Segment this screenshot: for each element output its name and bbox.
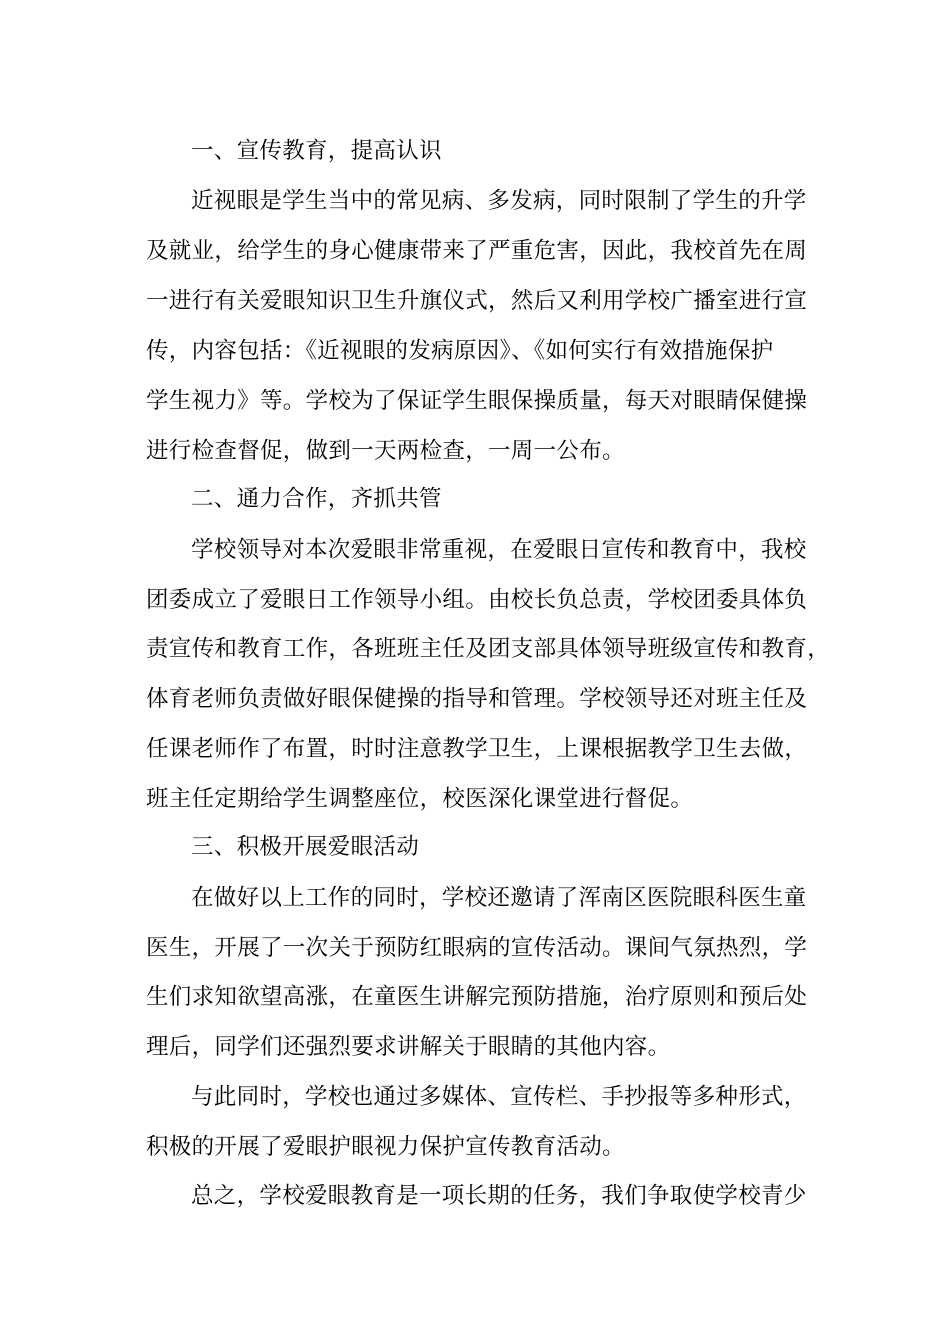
paragraph-line: 学校领导对本次爱眼非常重视，在爱眼日宣传和教育中，我校 <box>191 537 807 563</box>
paragraph-line: 生们求知欲望高涨，在童医生讲解完预防措施，治疗原则和预后处 <box>146 984 808 1010</box>
paragraph-line: 与此同时，学校也通过多媒体、宣传栏、手抄报等多种形式， <box>191 1084 807 1110</box>
section-heading-1: 一、宣传教育，提高认识 <box>191 138 442 164</box>
section-heading-2: 二、通力合作，齐抓共管 <box>191 486 442 512</box>
paragraph-line: 理后，同学们还强烈要求讲解关于眼睛的其他内容。 <box>146 1034 671 1060</box>
paragraph-line: 学生视力》等。学校为了保证学生眼保操质量，每天对眼睛保健操 <box>146 388 808 414</box>
paragraph-line: 任课老师作了布置，时时注意教学卫生，上课根据教学卫生去做， <box>146 736 808 762</box>
paragraph-line: 总之，学校爱眼教育是一项长期的任务，我们争取使学校青少 <box>191 1183 807 1209</box>
paragraph-line: 及就业，给学生的身心健康带来了严重危害，因此，我校首先在周 <box>146 238 808 264</box>
paragraph-line: 近视眼是学生当中的常见病、多发病，同时限制了学生的升学 <box>191 188 807 214</box>
paragraph-line: 积极的开展了爱眼护眼视力保护宣传教育活动。 <box>146 1134 625 1160</box>
paragraph-line: 班主任定期给学生调整座位，校医深化课堂进行督促。 <box>146 786 694 812</box>
paragraph-line: 医生，开展了一次关于预防红眼病的宣传活动。课间气氛热烈，学 <box>146 935 808 961</box>
paragraph-line: 一进行有关爱眼知识卫生升旗仪式，然后又利用学校广播室进行宣 <box>146 288 808 314</box>
paragraph-line: 团委成立了爱眼日工作领导小组。由校长负总责，学校团委具体负 <box>146 587 808 613</box>
paragraph-line: 在做好以上工作的同时，学校还邀请了浑南区医院眼科医生童 <box>191 885 807 911</box>
paragraph-line: 传，内容包括：《近视眼的发病原因》、《如何实行有效措施保护 <box>146 338 774 364</box>
paragraph-line: 责宣传和教育工作，各班班主任及团支部具体领导班级宣传和教育， <box>146 636 831 662</box>
paragraph-line: 体育老师负责做好眼保健操的指导和管理。学校领导还对班主任及 <box>146 686 808 712</box>
section-heading-3: 三、积极开展爱眼活动 <box>191 834 420 860</box>
paragraph-line: 进行检查督促，做到一天两检查，一周一公布。 <box>146 438 625 464</box>
